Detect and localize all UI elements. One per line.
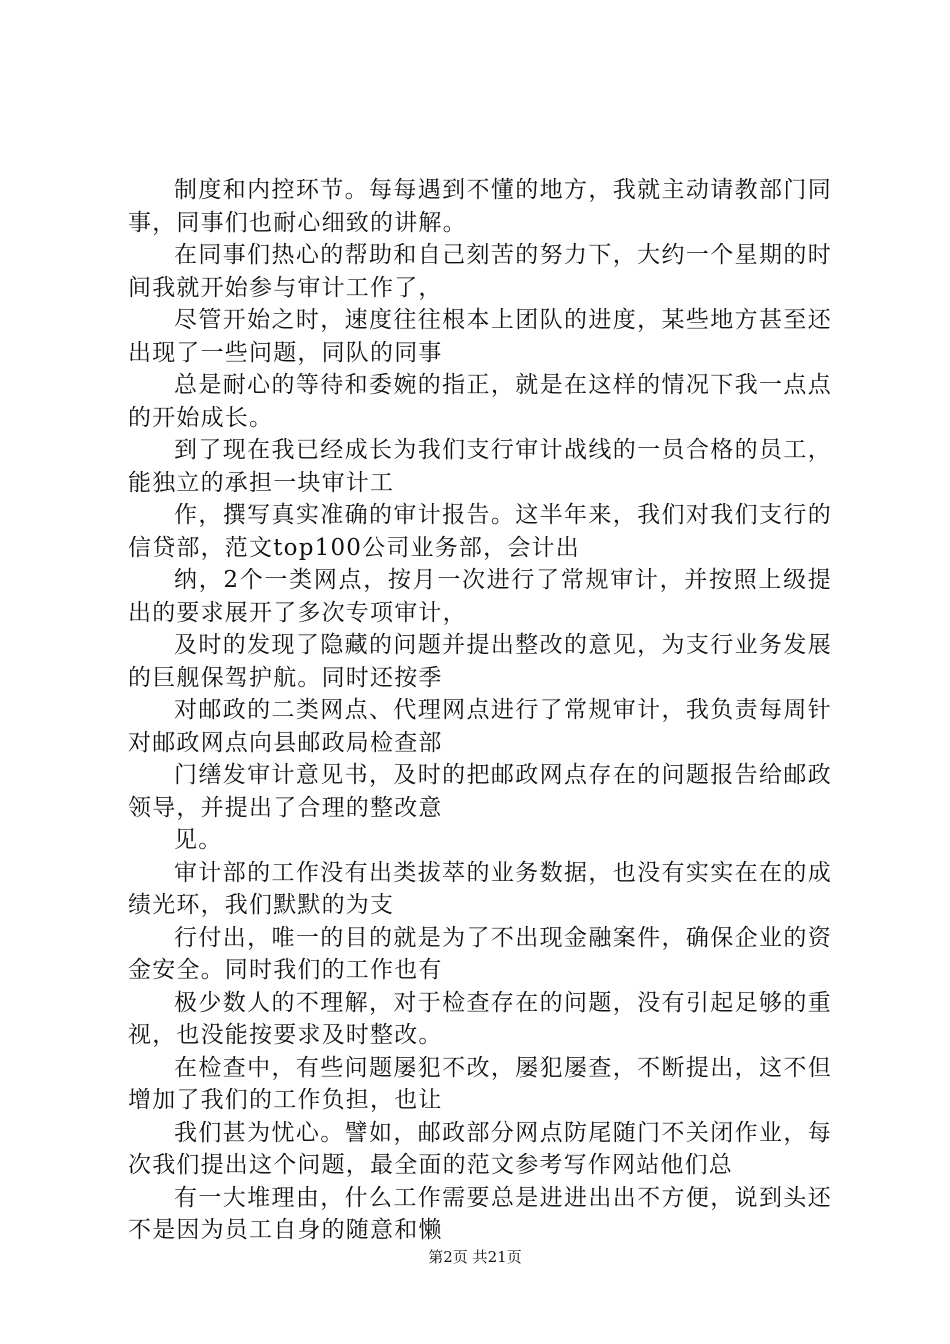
paragraph: 有一大堆理由，什么工作需要总是进进出出不方便，说到头还不是因为员工自身的随意和懒 — [128, 1184, 832, 1243]
paragraph: 尽管开始之时，速度往往根本上团队的进度，某些地方甚至还出现了一些问题，同队的同事 — [128, 307, 832, 366]
paragraph: 对邮政的二类网点、代理网点进行了常规审计，我负责每周针对邮政网点向县邮政局检查部 — [128, 697, 832, 756]
body-text — [128, 174, 832, 1247]
paragraph: 我们甚为忧心。譬如，邮政部分网点防尾随门不关闭作业，每次我们提出这个问题，最全面的范文参考写作网站他们总 — [128, 1119, 832, 1178]
paragraph: 到了现在我已经成长为我们支行审计战线的一员合格的员工，能独立的承担一块审计工 — [128, 437, 832, 496]
paragraph: 在同事们热心的帮助和自己刻苦的努力下，大约一个星期的时间我就开始参与审计工作了， — [128, 242, 832, 301]
paragraph: 在检查中，有些问题屡犯不改，屡犯屡查，不断提出，这不但增加了我们的工作负担，也让 — [128, 1054, 832, 1113]
paragraph: 作，撰写真实准确的审计报告。这半年来，我们对我们支行的信贷部，范文top100公司业务部，会计出 — [128, 502, 832, 561]
page-number-footer: 第2页 共21页 — [428, 1248, 522, 1266]
paragraph: 极少数人的不理解，对于检查存在的问题，没有引起足够的重视，也没能按要求及时整改。 — [128, 989, 832, 1048]
paragraph: 行付出，唯一的目的就是为了不出现金融案件，确保企业的资金安全。同时我们的工作也有 — [128, 924, 832, 983]
paragraph: 门缮发审计意见书，及时的把邮政网点存在的问题报告给邮政领导，并提出了合理的整改意 — [128, 762, 832, 821]
paragraph: 审计部的工作没有出类拔萃的业务数据，也没有实实在在的成绩光环，我们默默的为支 — [128, 859, 832, 918]
paragraph: 制度和内控环节。每每遇到不懂的地方，我就主动请教部门同事，同事们也耐心细致的讲解。 — [128, 177, 832, 236]
paragraph: 纳，2个一类网点，按月一次进行了常规审计，并按照上级提出的要求展开了多次专项审计， — [128, 567, 832, 626]
paragraph: 总是耐心的等待和委婉的指正，就是在这样的情况下我一点点的开始成长。 — [128, 372, 832, 431]
paragraph: 及时的发现了隐藏的问题并提出整改的意见，为支行业务发展的巨舰保驾护航。同时还按季 — [128, 632, 832, 691]
paragraph: 见。 — [174, 827, 223, 853]
